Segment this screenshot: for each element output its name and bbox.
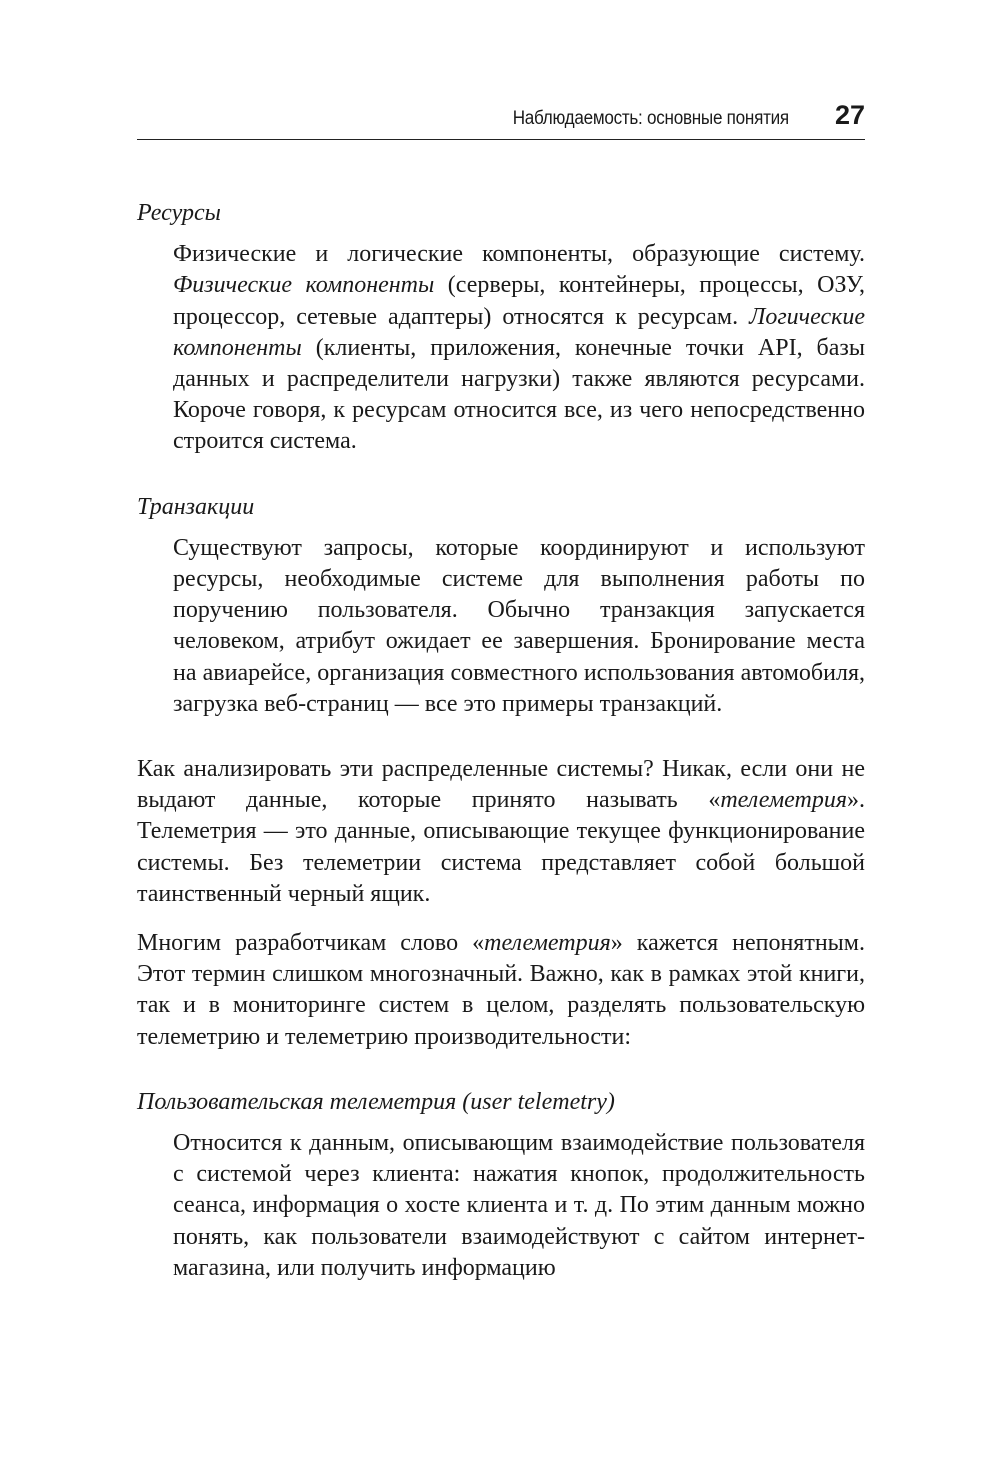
book-page <box>137 100 865 1284</box>
term-resources: Ресурсы <box>137 200 221 226</box>
term-user-telemetry: Пользовательская телеметрия (user telemetry) <box>137 1088 615 1115</box>
text-run: » кажется непонятным. Этот термин слишком многозначный. Важно, как в рамках этой книги, так и в мониторинге систем в целом, разделять пользовательскую телеметрию и телеметрию производительности: <box>137 930 865 1050</box>
term-transactions: Транзакции <box>137 493 255 520</box>
page-number: 27 <box>834 100 865 130</box>
text-run: ». Телеметрия — это данные, описывающие текущее функционирование системы. Без телеметрии система представляет собой большой таинственный черный ящик. <box>137 787 865 907</box>
emphasis: телеметрия <box>720 787 847 814</box>
text-run: Как анализировать эти распределенные системы? Никак, если они не выдают данные, которые принято называть « <box>137 756 865 814</box>
definition-user-telemetry: Относится к данным, описывающим взаимодействие пользователя с системой через клиента: нажатия кнопок, продолжительность сеанса, информация о хосте клиента и т. д. По этим данным можно понять, как пользователи взаимодействуют с сайтом интернет-магазина, или получить информацию <box>173 1130 865 1281</box>
text-run: Многим разработчикам слово « <box>137 930 485 957</box>
running-header <box>137 100 865 140</box>
definition-resources <box>173 239 865 457</box>
chapter-title: Наблюдаемость: основные понятия <box>512 108 789 129</box>
emphasis: телеметрия <box>484 930 611 957</box>
body-paragraph <box>137 928 865 1053</box>
emphasis: Логические компоненты <box>173 303 865 361</box>
text-run: (серверы, контейнеры, процессы, ОЗУ, процессор, сетевые адаптеры) относятся к ресурсам. <box>173 272 865 330</box>
definition-transactions: Существуют запросы, которые координируют и используют ресурсы, необходимые системе для выполнения работы по поручению пользователя. Обычно транзакция запускается человеком, атрибут ожидает ее завершения. Бронирование места на авиарейсе, организация совместного использования автомобиля, загрузка веб-страниц — все это примеры транзакций. <box>173 534 865 717</box>
page-body <box>137 198 865 1284</box>
text-run: (клиенты, приложения, конечные точки API, базы данных и распределители нагрузки) также являются ресурсами. Короче говоря, к ресурсам относится все, из чего непосредственно строится система. <box>173 334 865 455</box>
emphasis: Физические компоненты <box>173 272 435 299</box>
body-paragraph <box>137 754 865 910</box>
text-run: Физические и логические компоненты, образующие систему. <box>173 241 865 268</box>
